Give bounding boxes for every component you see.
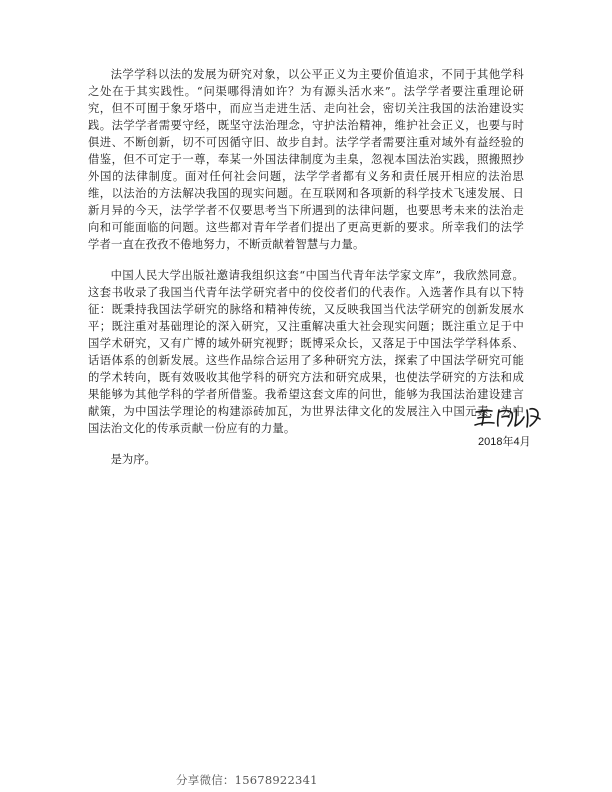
paragraph-1: 法学学科以法的发展为研究对象，以公平正义为主要价值追求，不同于其他学科之处在于其实践性。“问渠哪得清如许？为有源头活水来”。法学学者要注重理论研究，但不可囿于象牙塔中，而应当走进生活、走向社会，密切关注我国的法治建设实践。法学学者需要守经，既坚守法治理念，守护法治精神，维护社会正义，也要与时俱进、不断创新，切不可因循守旧、故步自封。法学学者需要注重对域外有益经验的借鉴，但不可定于一尊，奉某一外国法律制度为圭臬，忽视本国法治实践，照搬照抄外国的法律制度。面对任何社会问题，法学学者都有义务和责任展开相应的法治思维，以法治的方法解决我国的现实问题。在互联网和各项新的科学技术飞速发展、日新月异的今天，法学学者不仅要思考当下所遇到的法律问题，也要思考未来的法治走向和可能面临的问题。这些都对青年学者们提出了更高更新的要求。所幸我们的法学学者一直在孜孜不倦地努力，不断贡献着智慧与力量。: [88, 68, 524, 251]
watermark-footer: 分享微信：15678922341: [176, 773, 318, 787]
date-line: 2018年4月: [478, 436, 531, 448]
handwritten-signature: [472, 404, 544, 430]
closing-line: 是为序。: [110, 453, 156, 466]
paragraph-2: 中国人民大学出版社邀请我组织这套“中国当代青年法学家文库”，我欣然同意。这套书收录了我国当代青年法学研究者中的佼佼者们的代表作。入选著作具有以下特征：既秉持我国法学研究的脉络和精神传统，又反映我国当代法学研究的创新发展水平；既注重对基础理论的深入研究，又注重解决重大社会现实问题；既注重立足于中国学术研究，又有广博的域外研究视野；既博采众长，又落足于中国法学学科体系、话语体系的创新发展。这些作品综合运用了多种研究方法，探索了中国法学研究可能的学术转向，既有效吸收其他学科的研究方法和研究成果，也使法学研究的方法和成果能够为其他学科的学者所借鉴。我希望这套文库的问世，能够为我国法治建设建言献策，为中国法学理论的构建添砖加瓦，为世界法律文化的发展注入中国元素，为中国法治文化的传承贡献一份应有的力量。: [88, 269, 524, 435]
preface-body: [88, 66, 524, 468]
